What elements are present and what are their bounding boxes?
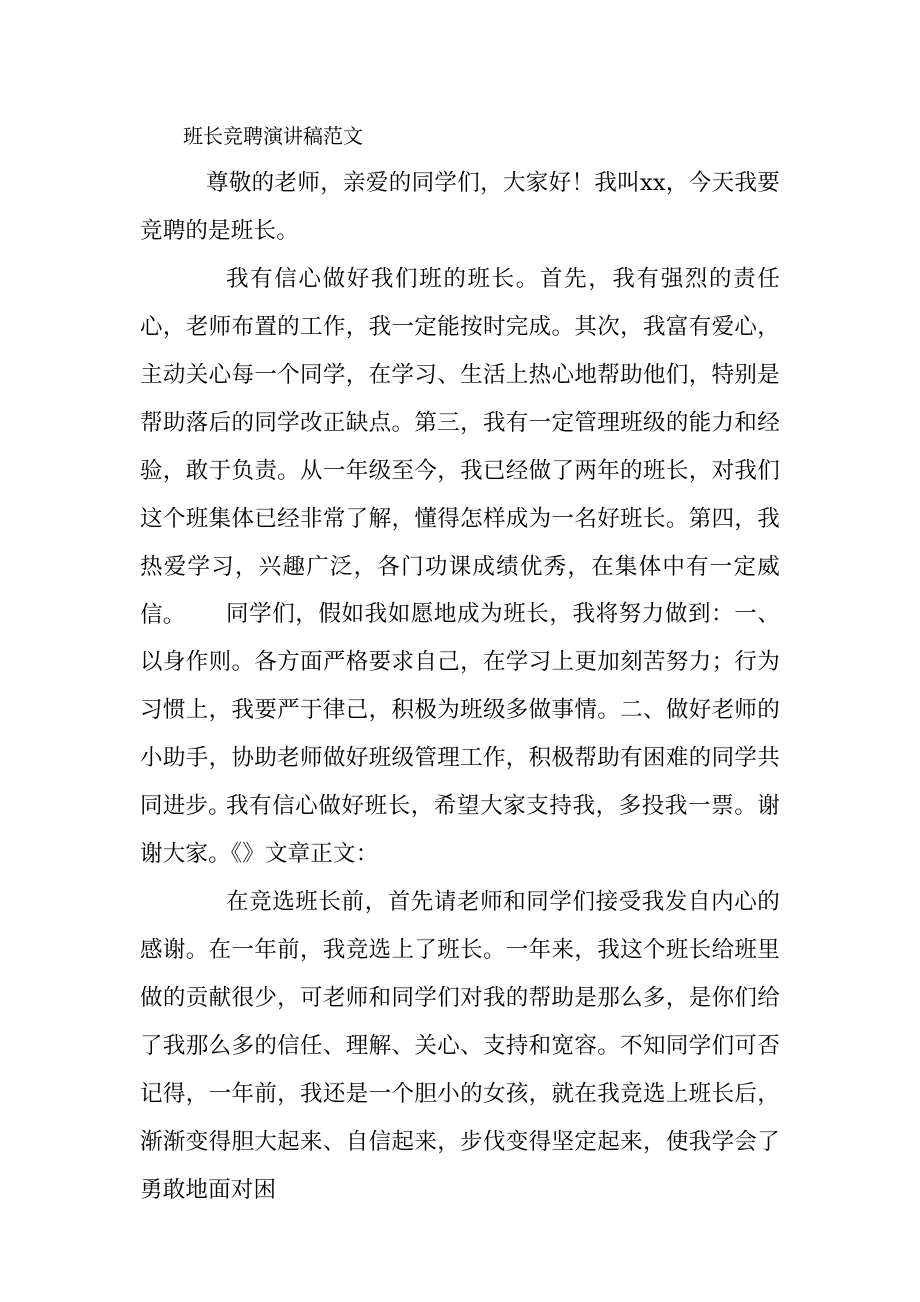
paragraph-second-speech: 在竞选班长前，首先请老师和同学们接受我发自内心的感谢。在一年前，我竞选上了班长。一年来，我这个班长给班里做的贡献很少，可老师和同学们对我的帮助是那么多，是你们给了我那么多的信任、理解、关心、支持和宽容。不知同学们可否记得，一年前，我还是一个胆小的女孩，就在我竞选上班长后，渐渐变得胆大起来、自信起来，步伐变得坚定起来，使我学会了勇敢地面对困 [140,889,780,1203]
document-title: 班长竞聘演讲稿范文 [183,124,363,148]
paragraph-greeting: 尊敬的老师，亲爱的同学们，大家好！我叫xx，今天我要竞聘的是班长。 [140,170,780,244]
paragraph-qualifications: 我有信心做好我们班的班长。首先，我有强烈的责任心，老师布置的工作，我一定能按时完成。其次，我富有爱心，主动关心每一个同学，在学习、生活上热心地帮助他们，特别是帮助落后的同学改正缺点。第三，我有一定管理班级的能力和经验，敢于负责。从一年级至今，我已经做了两年的班长，对我们这个班集体已经非常了解，懂得怎样成为一名好班长。第四，我热爱学习，兴趣广泛，各门功课成绩优秀，在集体中有一定威信。 [140,266,780,628]
paragraph-closing: 我有信心做好班长，希望大家支持我，多投我一票。谢谢大家。《》文章正文： [140,793,780,867]
paragraph-promises: 同学们，假如我如愿地成为班长，我将努力做到：一、以身作则。各方面严格要求自己，在学习上更加刻苦努力；行为习惯上，我要严于律己，积极为班级多做事情。二、做好老师的小助手，协助老师做好班级管理工作，积极帮助有困难的同学共同进步。 [140,601,780,819]
